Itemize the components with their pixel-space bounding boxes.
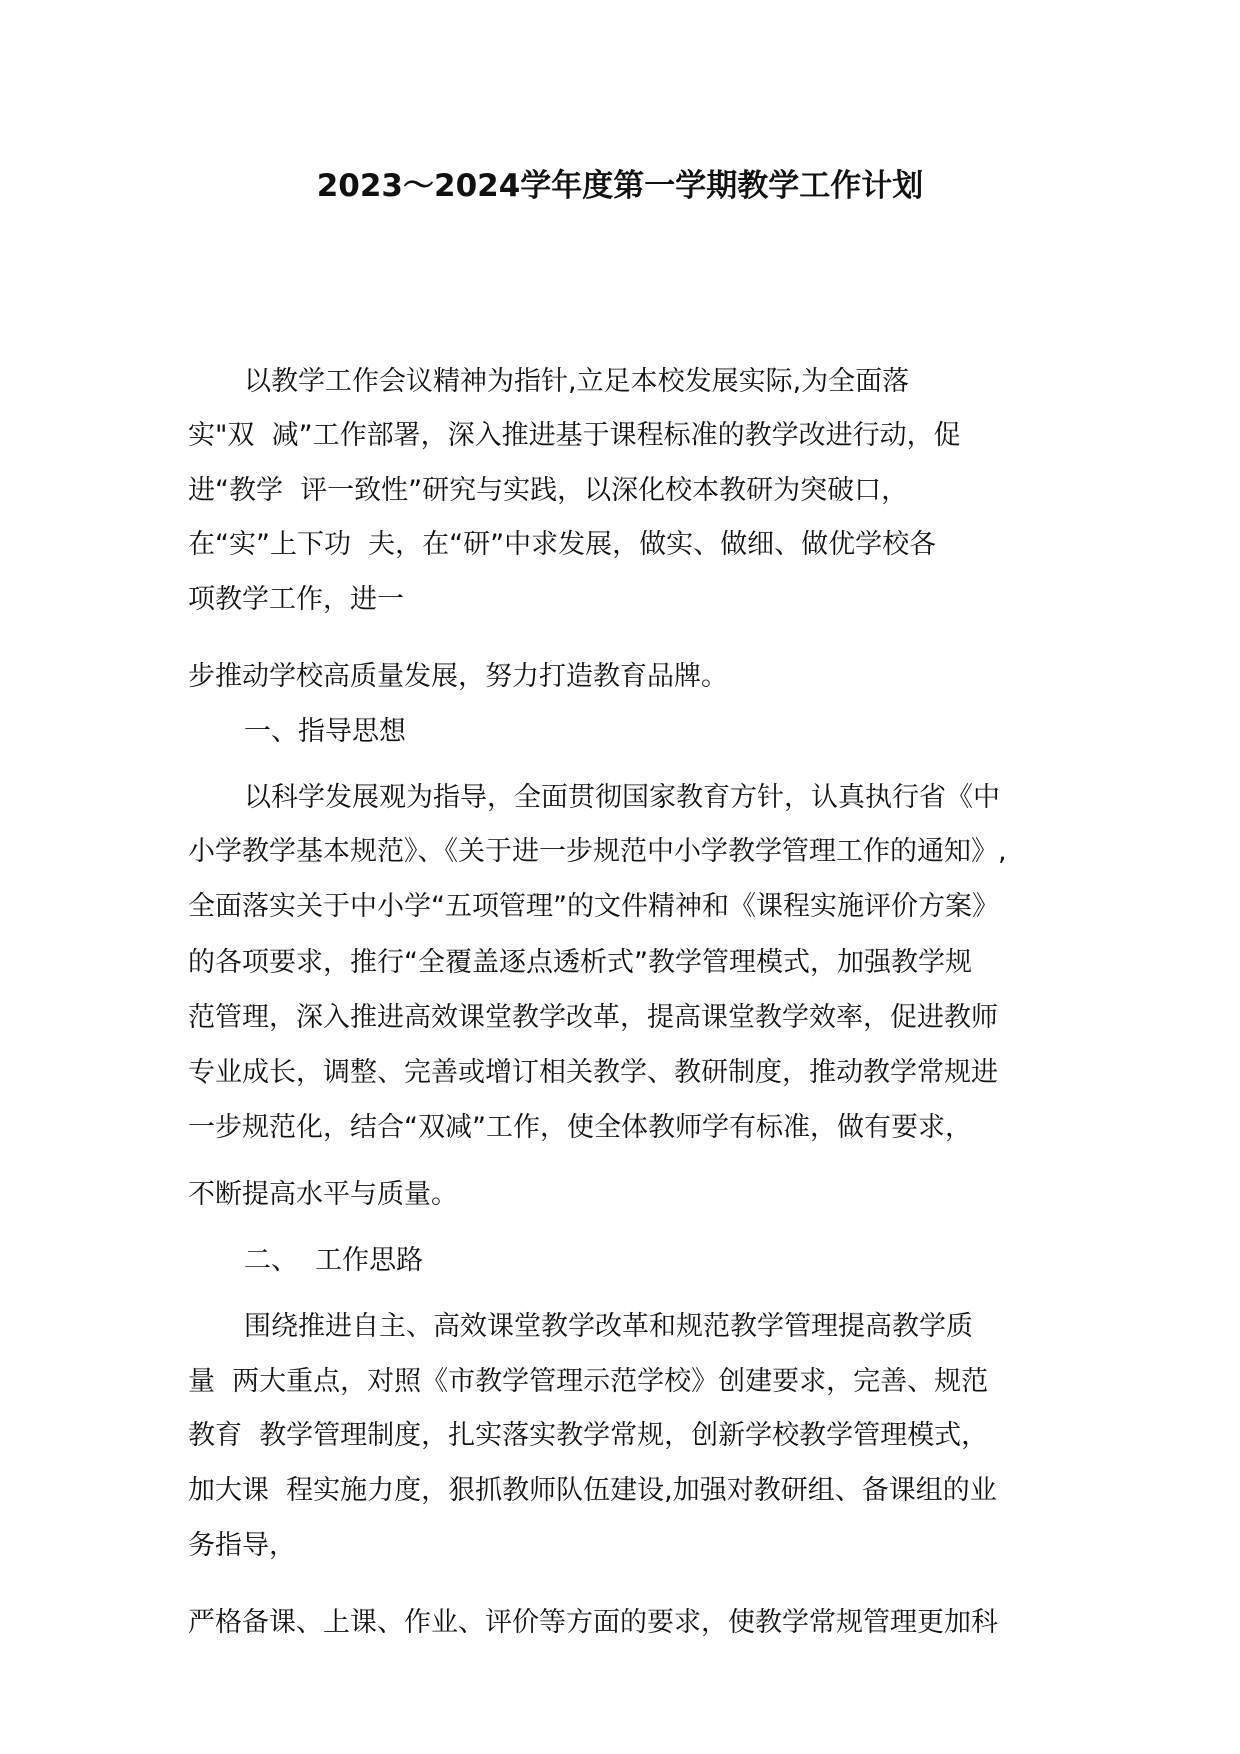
document-title: 2023～2024学年度第一学期教学工作计划 (316, 168, 924, 204)
body-line: 小学教学基本规范》、《关于进一步规范中小学教学管理工作的通知》, (188, 836, 1007, 867)
body-line: 不断提高水平与质量。 (188, 1179, 458, 1210)
body-line: 专业成长，调整、完善或增订相关教学、教研制度，推动教学常规进 (188, 1057, 998, 1088)
body-line: 以科学发展观为指导，全面贯彻国家教育方针，认真执行省《中 (244, 782, 1000, 813)
body-line: 加大课 程实施力度，狠抓教师队伍建设,加强对教研组、备课组的业 (188, 1475, 997, 1506)
section-heading: 一、指导思想 (244, 716, 406, 747)
body-line: 量 两大重点，对照《市教学管理示范学校》创建要求，完善、规范 (188, 1366, 989, 1397)
body-line: 全面落实关于中小学“五项管理”的文件精神和《课程实施评价方案》 (188, 891, 999, 922)
body-line: 严格备课、上课、作业、评价等方面的要求，使教学常规管理更加科 (188, 1607, 998, 1638)
body-line: 在“实”上下功 夫，在“研”中求发展，做实、做细、做优学校各 (188, 529, 937, 560)
body-line: 步推动学校高质量发展，努力打造教育品牌。 (188, 661, 728, 692)
body-line: 教育 教学管理制度，扎实落实教学常规，创新学校教学管理模式， (188, 1420, 989, 1451)
body-line: 范管理，深入推进高效课堂教学改革，提高课堂教学效率，促进教师 (188, 1002, 998, 1033)
section-heading: 二、 工作思路 (244, 1245, 424, 1276)
body-line: 以教学工作会议精神为指针,立足本校发展实际,为全面落 (244, 366, 910, 397)
body-line: 一步规范化，结合“双减”工作，使全体教师学有标准，做有要求， (188, 1112, 972, 1143)
body-line: 进“教学 评一致性”研究与实践，以深化校本教研为突破口， (188, 475, 909, 506)
body-line: 的各项要求，推行“全覆盖逐点透析式”教学管理模式，加强教学规 (188, 947, 972, 978)
body-line: 实"双 减”工作部署，深入推进基于课程标准的教学改进行动，促 (188, 420, 961, 451)
body-line: 务指导， (188, 1530, 296, 1561)
body-line: 围绕推进自主、高效课堂教学改革和规范教学管理提高教学质 (244, 1311, 973, 1342)
body-line: 项教学工作，进一 (188, 584, 404, 615)
